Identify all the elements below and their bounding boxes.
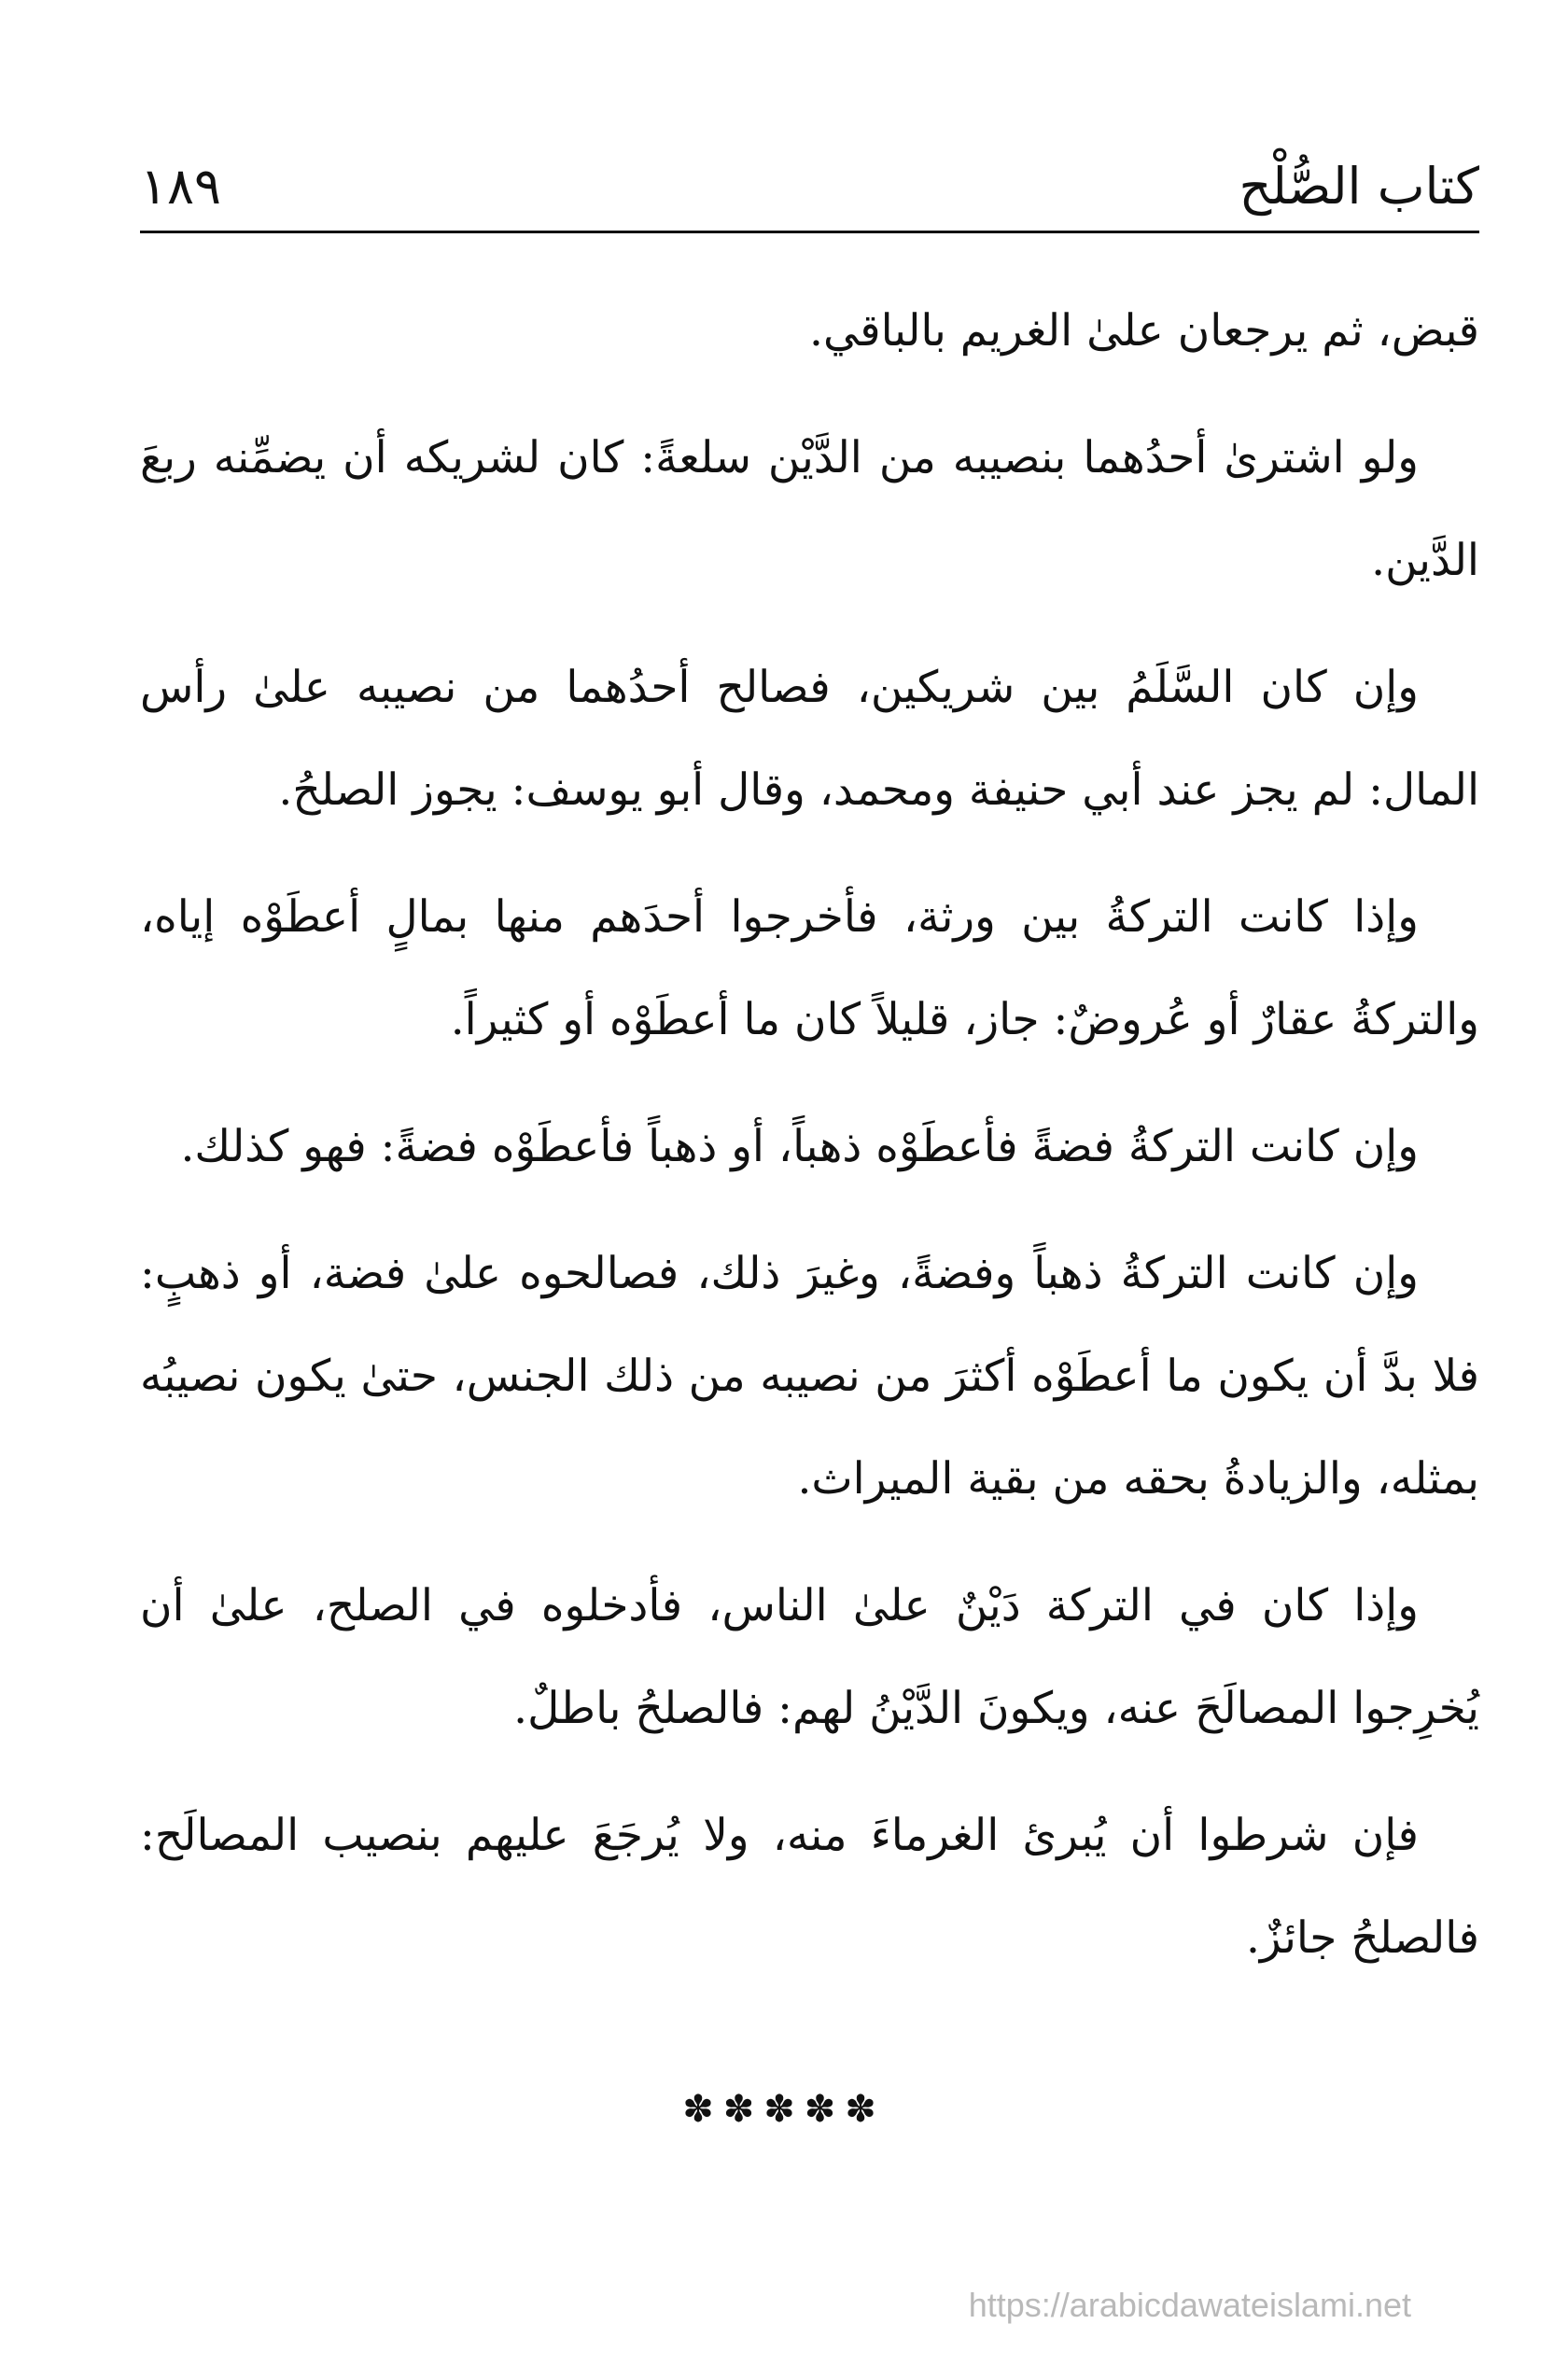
running-header [140,149,1479,233]
paragraph: قبض، ثم يرجعان علىٰ الغريم بالباقي. [809,305,1479,357]
paragraph: وإن كانت التركةُ ذهباً وفضةً، وغيرَ ذلك، فصالحوه علىٰ فضة، أو ذهبٍ: فلا بدَّ أن يكون ما أعطَوْه أكثرَ من نصيبه من ذلك الجنس، حتىٰ يكون نصيبُه بمثله، والزيادةُ بحقه من بقية الميراث. [140,1248,1479,1505]
body-text [140,280,1479,2014]
paragraph: وإن كان السَّلَمُ بين شريكين، فصالح أحدُهما من نصيبه علىٰ رأس المال: لم يجز عند أبي حنيفة ومحمد، وقال أبو يوسف: يجوز الصلحُ. [140,662,1479,816]
paragraph: وإذا كانت التركةُ بين ورثة، فأخرجوا أحدَهم منها بمالٍ أعطَوْه إياه، والتركةُ عقارٌ أو عُروضٌ: جاز، قليلاً كان ما أعطَوْه أو كثيراً. [140,891,1479,1045]
paragraph: وإذا كان في التركة دَيْنٌ علىٰ الناس، فأدخلوه في الصلح، علىٰ أن يُخرِجوا المصالَحَ عنه، ويكونَ الدَّيْنُ لهم: فالصلحُ باطلٌ. [140,1580,1479,1734]
paragraph: وإن كانت التركةُ فضةً فأعطَوْه ذهباً، أو ذهباً فأعطَوْه فضةً: فهو كذلك. [180,1121,1419,1172]
chapter-title: كتاب الصُّلْح [1239,157,1479,216]
paragraph: ولو اشترىٰ أحدُهما بنصيبه من الدَّيْن سلعةً: كان لشريكه أن يضمِّنه ربعَ الدَّين. [140,432,1479,586]
header-divider [140,231,1479,233]
paragraph: فإن شرطوا أن يُبرئ الغرماءَ منه، ولا يُرجَعَ عليهم بنصيب المصالَح: فالصلحُ جائزٌ. [140,1810,1479,1964]
page-number: ١٨٩ [140,157,222,216]
watermark-url: https://arabicdawateislami.net [968,2286,1411,2324]
section-end-ornament: ✽✽✽✽✽ [682,2088,886,2131]
